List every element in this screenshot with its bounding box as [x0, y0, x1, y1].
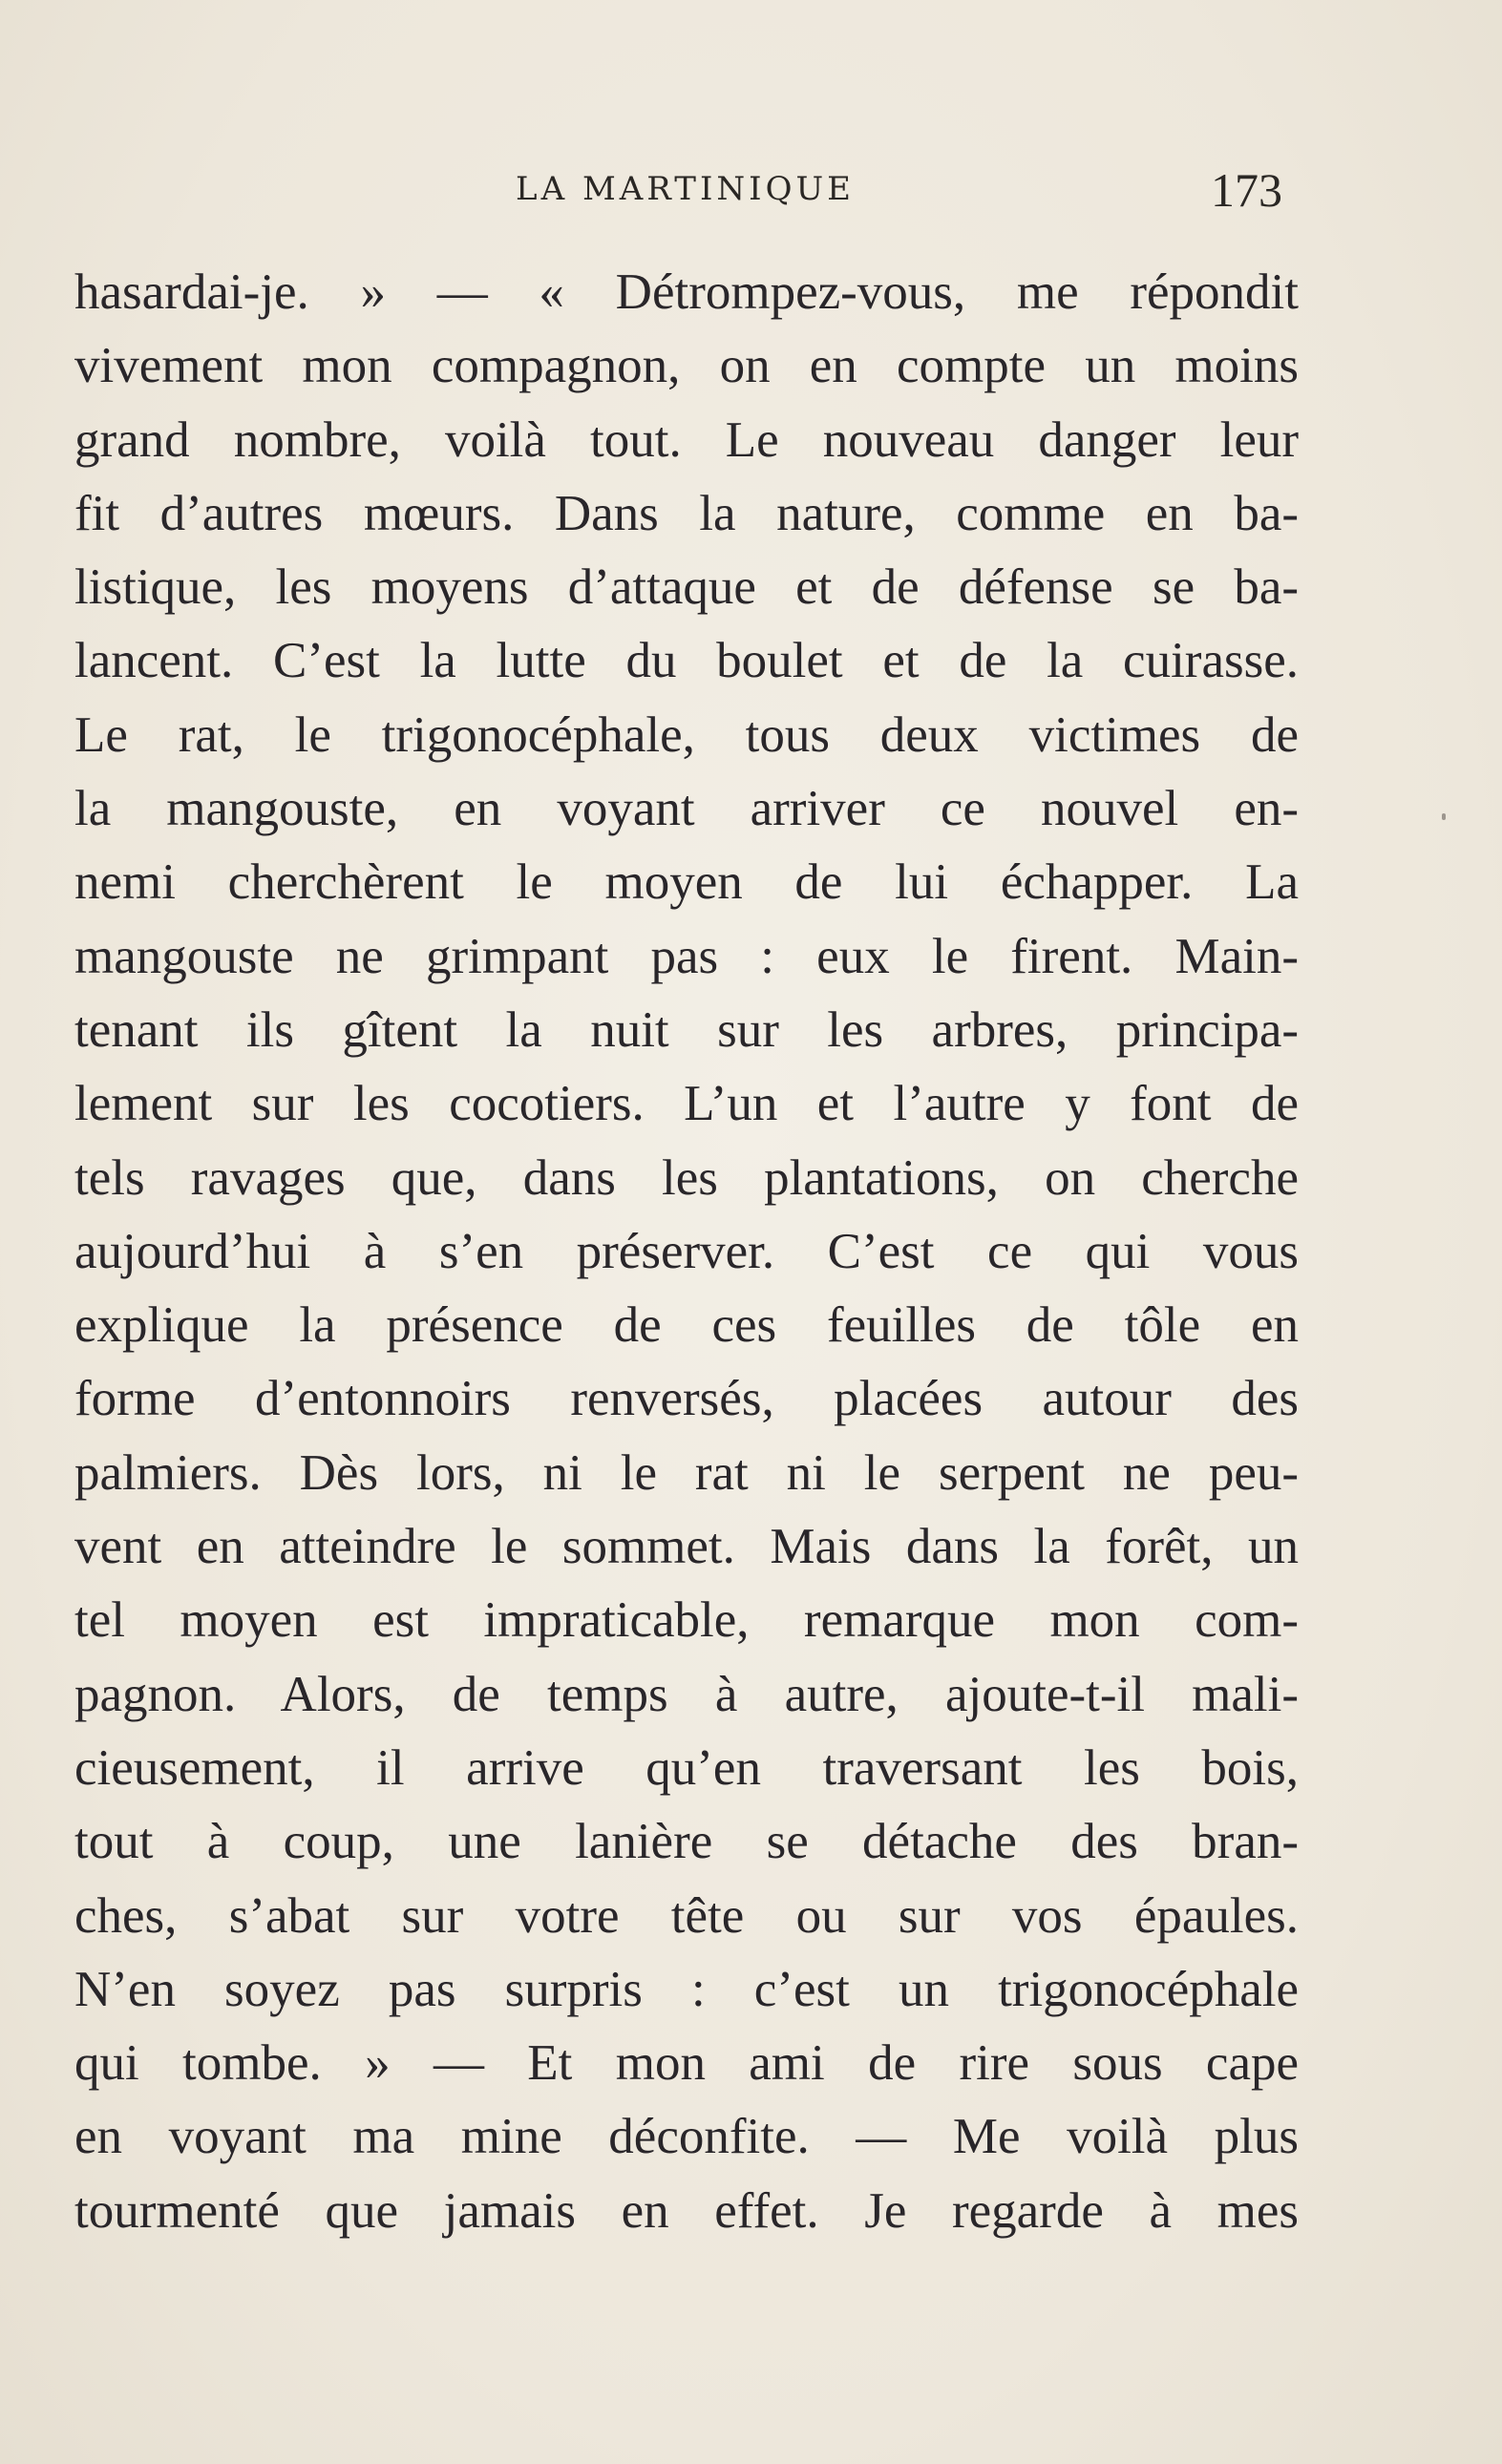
text-line: ches, s’abat sur votre tête ou sur vos épaules.: [74, 1887, 1299, 1944]
text-line: en voyant ma mine déconfite. — Me voilà plus: [74, 2109, 1299, 2165]
text-line: grand nombre, voilà tout. Le nouveau danger leur: [74, 411, 1299, 468]
text-line: listique, les moyens d’attaque et de défense se ba-: [74, 559, 1299, 616]
text-line: aujourd’hui à s’en préserver. C’est ce qui vous: [74, 1223, 1299, 1279]
text-line: N’en soyez pas surpris : c’est un trigonocéphale: [74, 1961, 1299, 2017]
text-line: cieusement, il arrive qu’en traversant les bois,: [74, 1739, 1299, 1796]
text-line: lement sur les cocotiers. L’un et l’autre y font de: [74, 1076, 1299, 1132]
body-text: [74, 256, 1299, 2248]
text-line: tenant ils gîtent la nuit sur les arbres, principa-: [74, 1001, 1299, 1058]
text-line: tourmenté que jamais en effet. Je regarde à mes: [74, 2182, 1299, 2239]
text-line: Le rat, le trigonocéphale, tous deux victimes de: [74, 706, 1299, 763]
text-line: nemi cherchèrent le moyen de lui échapper. La: [74, 854, 1299, 911]
text-line: vivement mon compagnon, on en compte un moins: [74, 338, 1299, 394]
text-line: fit d’autres mœurs. Dans la nature, comme en ba-: [74, 485, 1299, 541]
text-line: qui tombe. » — Et mon ami de rire sous cape: [74, 2035, 1299, 2092]
text-line: tels ravages que, dans les plantations, on cherche: [74, 1149, 1299, 1206]
text-line: vent en atteindre le sommet. Mais dans la forêt, un: [74, 1519, 1299, 1575]
page-number: 173: [1211, 163, 1282, 217]
text-line: forme d’entonnoirs renversés, placées autour des: [74, 1371, 1299, 1427]
running-title: LA MARTINIQUE: [516, 170, 855, 208]
text-line: lancent. C’est la lutte du boulet et de la cuirasse.: [74, 633, 1299, 689]
text-line: palmiers. Dès lors, ni le rat ni le serpent ne peu-: [74, 1444, 1299, 1501]
paper-speck: [1442, 813, 1446, 820]
text-line: hasardai-je. » — « Détrompez-vous, me répondit: [74, 264, 1299, 320]
text-line: tel moyen est impraticable, remarque mon com-: [74, 1592, 1299, 1649]
text-line: pagnon. Alors, de temps à autre, ajoute-t-il mali-: [74, 1666, 1299, 1722]
text-line: explique la présence de ces feuilles de tôle en: [74, 1297, 1299, 1354]
text-line: tout à coup, une lanière se détache des bran-: [74, 1814, 1299, 1870]
text-line: mangouste ne grimpant pas : eux le firent. Main-: [74, 928, 1299, 984]
text-line: la mangouste, en voyant arriver ce nouvel en-: [74, 781, 1299, 837]
